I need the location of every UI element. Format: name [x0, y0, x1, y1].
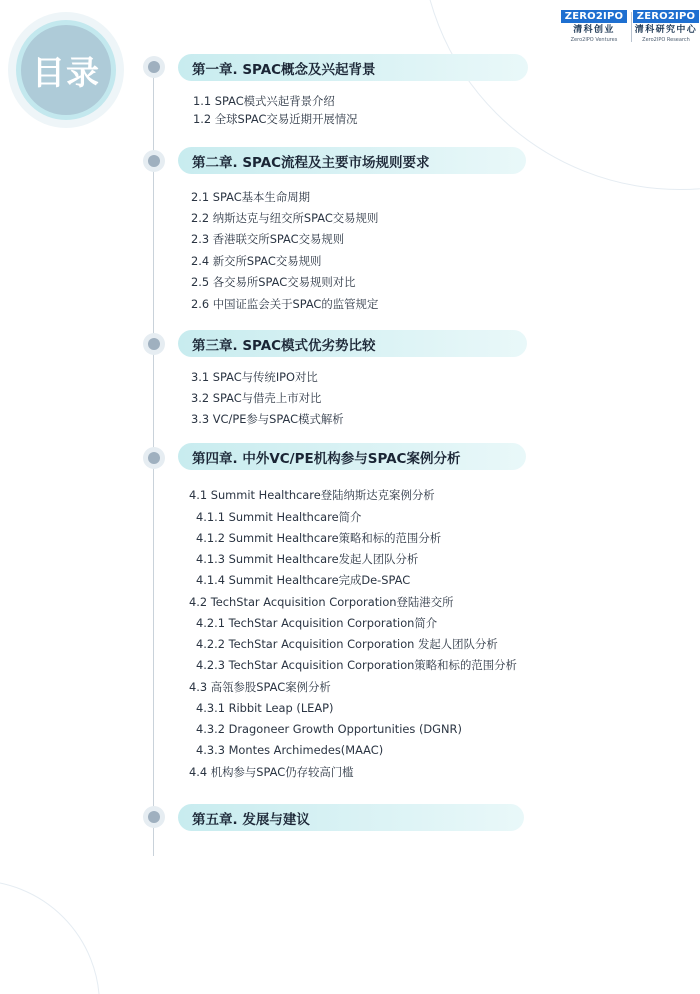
logo-cn-ventures: 清科创业 — [573, 25, 615, 35]
toc-item-2-3[interactable]: 2.3 香港联交所SPAC交易规则 — [191, 232, 345, 246]
logo-en-research: Zero2IPO Research — [642, 37, 690, 43]
zero2ipo-ventures-logo — [560, 10, 628, 44]
toc-item-4-3-3[interactable]: 4.3.3 Montes Archimedes(MAAC) — [196, 743, 384, 757]
toc-item-3-3[interactable]: 3.3 VC/PE参与SPAC模式解析 — [191, 412, 344, 426]
toc-item-1-2[interactable]: 1.2 全球SPAC交易近期开展情况 — [193, 112, 358, 126]
toc-item-4-1-3[interactable]: 4.1.3 Summit Healthcare发起人团队分析 — [196, 552, 419, 566]
logo-mark-ventures: ZERO2IPO — [561, 10, 627, 23]
toc-item-2-6[interactable]: 2.6 中国证监会关于SPAC的监管规定 — [191, 297, 379, 311]
toc-item-4-3[interactable]: 4.3 高瓴参股SPAC案例分析 — [189, 680, 331, 694]
toc-item-2-2[interactable]: 2.2 纳斯达克与纽交所SPAC交易规则 — [191, 211, 379, 225]
chapter-3-heading[interactable] — [178, 330, 527, 357]
chapter-5-heading[interactable] — [178, 804, 524, 831]
toc-item-4-3-2[interactable]: 4.3.2 Dragoneer Growth Opportunities (DGNR) — [196, 722, 462, 736]
toc-item-3-2[interactable]: 3.2 SPAC与借壳上市对比 — [191, 391, 322, 405]
toc-item-4-1-2[interactable]: 4.1.2 Summit Healthcare策略和标的范围分析 — [196, 531, 442, 545]
title-badge — [16, 20, 116, 120]
chapter-3-dot — [143, 333, 165, 355]
chapter-1-title: 第一章. SPAC概念及兴起背景 — [192, 61, 376, 78]
toc-item-4-4[interactable]: 4.4 机构参与SPAC仍存较高门槛 — [189, 765, 354, 779]
logo-mark-research: ZERO2IPO — [633, 10, 699, 23]
logo-cn-research: 清科研究中心 — [634, 25, 698, 35]
toc-item-2-5[interactable]: 2.5 各交易所SPAC交易规则对比 — [191, 275, 356, 289]
zero2ipo-research-logo — [636, 10, 696, 44]
toc-item-4-1-1[interactable]: 4.1.1 Summit Healthcare简介 — [196, 510, 362, 524]
chapter-2-title: 第二章. SPAC流程及主要市场规则要求 — [192, 154, 430, 171]
chapter-1-dot — [143, 56, 165, 78]
toc-item-4-2[interactable]: 4.2 TechStar Acquisition Corporation登陆港交所 — [189, 595, 454, 609]
chapter-4-title: 第四章. 中外VC/PE机构参与SPAC案例分析 — [192, 450, 461, 467]
chapter-3-title: 第三章. SPAC模式优劣势比较 — [192, 337, 376, 354]
toc-item-2-1[interactable]: 2.1 SPAC基本生命周期 — [191, 190, 310, 204]
chapter-2-heading[interactable] — [178, 147, 526, 174]
toc-item-1-1[interactable]: 1.1 SPAC模式兴起背景介绍 — [193, 94, 335, 108]
toc-item-4-2-2[interactable]: 4.2.2 TechStar Acquisition Corporation 发起人团队分析 — [196, 637, 498, 651]
chapter-4-heading[interactable] — [178, 443, 526, 470]
toc-item-4-2-1[interactable]: 4.2.1 TechStar Acquisition Corporation简介 — [196, 616, 438, 630]
decorative-arc-bottom — [0, 880, 100, 994]
toc-item-4-1[interactable]: 4.1 Summit Healthcare登陆纳斯达克案例分析 — [189, 488, 435, 502]
chapter-5-dot — [143, 806, 165, 828]
toc-item-3-1[interactable]: 3.1 SPAC与传统IPO对比 — [191, 370, 318, 384]
chapter-5-title: 第五章. 发展与建议 — [192, 811, 310, 828]
chapter-2-dot — [143, 150, 165, 172]
toc-item-4-3-1[interactable]: 4.3.1 Ribbit Leap (LEAP) — [196, 701, 334, 715]
chapter-1-heading[interactable] — [178, 54, 528, 81]
toc-item-2-4[interactable]: 2.4 新交所SPAC交易规则 — [191, 254, 322, 268]
logo-en-ventures: Zero2IPO Ventures — [570, 37, 618, 43]
page-title: 目录 — [32, 52, 100, 92]
chapter-4-dot — [143, 447, 165, 469]
toc-item-4-1-4[interactable]: 4.1.4 Summit Healthcare完成De-SPAC — [196, 573, 411, 587]
toc-item-4-2-3[interactable]: 4.2.3 TechStar Acquisition Corporation策略和标的范围分析 — [196, 658, 517, 672]
